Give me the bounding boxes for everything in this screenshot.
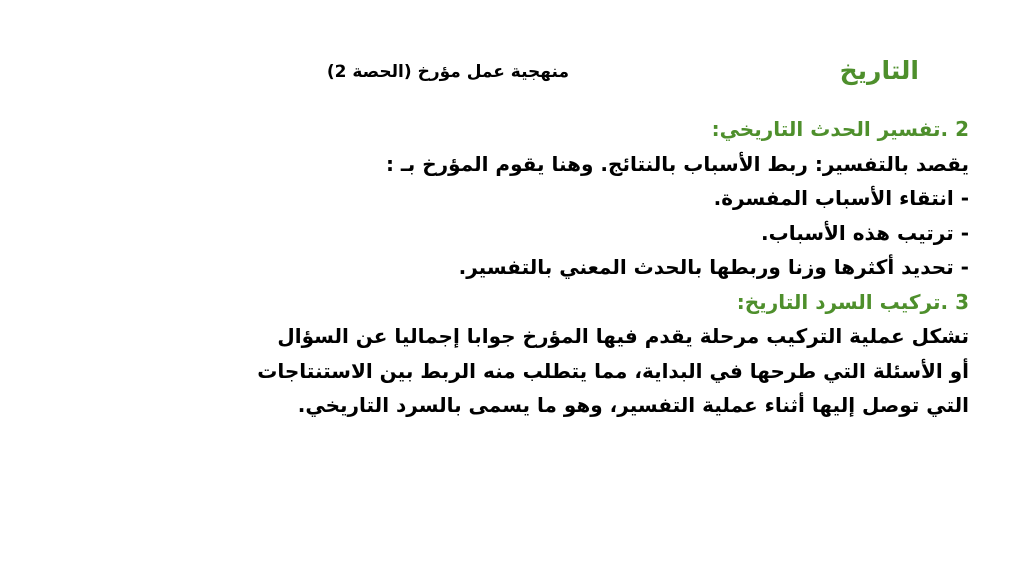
body-line: تشكل عملية التركيب مرحلة يقدم فيها المؤرخ جوابا إجماليا عن السؤال <box>277 324 969 348</box>
bullet-item: - ترتيب هذه الأسباب. <box>761 220 969 245</box>
body-line: التي توصل إليها أثناء عملية التفسير، وهو ما يسمى بالسرد التاريخي. <box>297 393 969 417</box>
section-heading-interpretation: 2 .تفسير الحدث التاريخي: <box>711 117 969 141</box>
bullet-item: - انتقاء الأسباب المفسرة. <box>713 186 969 210</box>
section-heading-synthesis: 3 .تركيب السرد التاريخ: <box>736 289 969 314</box>
bullet-item: - تحديد أكثرها وزنا وربطها بالحدث المعني بالتفسير. <box>458 255 969 279</box>
body-line: أو الأسئلة التي طرحها في البداية، مما يتطلب منه الربط بين الاستنتاجات <box>257 358 969 383</box>
slide-content <box>249 112 969 423</box>
subject-title: التاريخ <box>839 56 919 85</box>
body-line: يقصد بالتفسير: ربط الأسباب بالنتائج. وهنا يقوم المؤرخ بـ : <box>385 151 969 176</box>
lesson-title: منهجية عمل مؤرخ (الحصة 2) <box>326 62 569 82</box>
